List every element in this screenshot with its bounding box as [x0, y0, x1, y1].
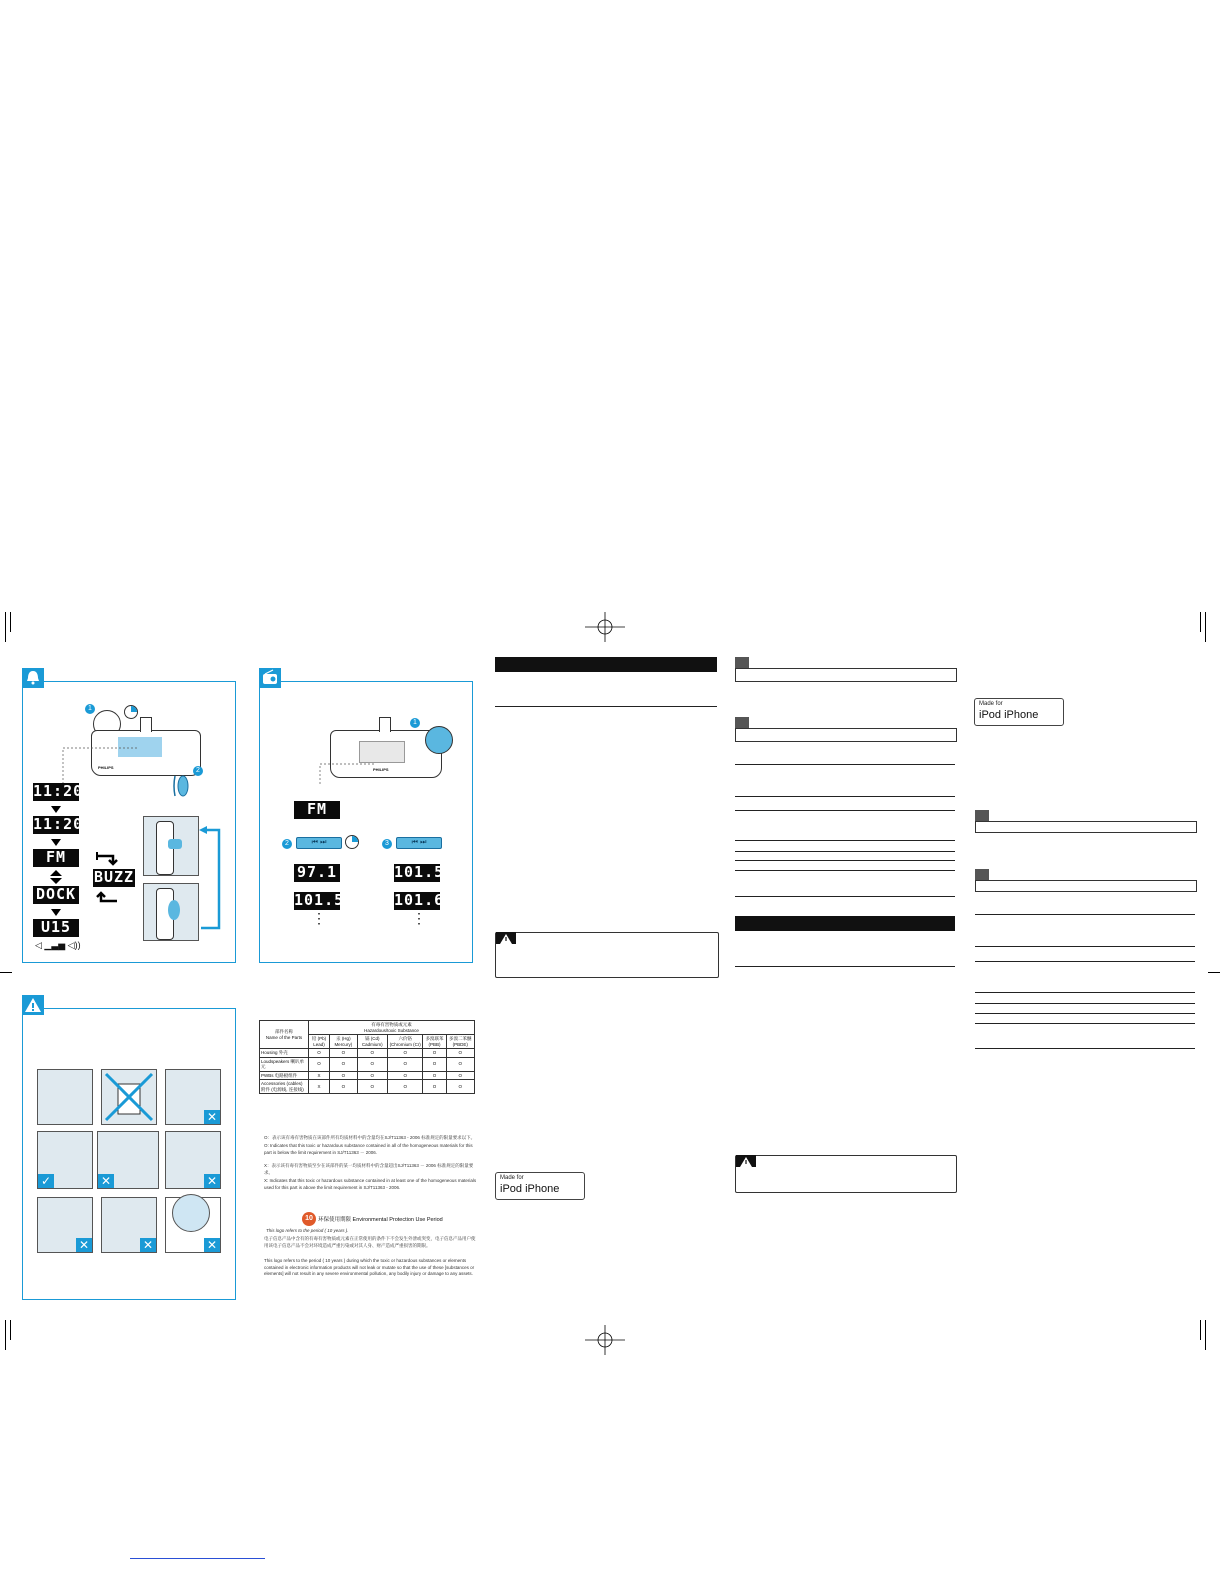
no-moisture-picture	[165, 1131, 221, 1189]
step-number-1: 1	[85, 704, 95, 714]
divider	[975, 1003, 1195, 1004]
ellipsis: ⋮	[312, 910, 326, 926]
epup-sub: This logo refers to the period ( 10 years ).	[266, 1228, 349, 1233]
mfi-small: Made for	[500, 1175, 524, 1181]
lcd-frequency: 101.5	[294, 891, 345, 909]
crop-mark	[5, 1320, 6, 1350]
table-row: Loudspeakers 喇叭单元 O O O O O O	[260, 1057, 475, 1071]
parts-col-en: Name of the Parts	[265, 1034, 303, 1040]
prohibited-icon: ✕	[204, 1174, 220, 1188]
leader-line	[59, 746, 139, 786]
epup-en: This logo refers to the period ( 10 years ) during which the toxic or hazardous substances or elements contained in electronic information products will not leak or mutate so that the use of these [substances or elements] will not result in any severe environmental pollution, any bodily injury or damage to any assets.	[264, 1258, 475, 1276]
epup-badge: 10	[302, 1212, 316, 1226]
divider	[975, 946, 1195, 947]
bell-icon	[22, 668, 44, 688]
note-icon	[735, 657, 749, 668]
step-number-2: 2	[193, 766, 203, 776]
divider	[735, 840, 955, 841]
note-icon	[975, 869, 989, 880]
snooze-button-illustration	[143, 816, 199, 876]
divider	[735, 851, 955, 852]
divider	[735, 966, 955, 967]
registration-mark-bottom	[585, 1325, 625, 1355]
lcd-frequency: 101.5	[394, 863, 445, 881]
crop-mark	[10, 612, 11, 632]
divider	[975, 992, 1195, 993]
button-callout	[425, 726, 453, 754]
rotate-knob-icon	[173, 770, 193, 802]
divider	[735, 796, 955, 797]
registration-mark-top	[585, 612, 625, 642]
prohibited-icon: ✕	[140, 1238, 156, 1252]
warning-box	[735, 1155, 957, 1193]
lcd-volume: U15	[33, 919, 79, 937]
crop-mark	[1200, 1320, 1201, 1340]
divider	[735, 810, 955, 811]
mfi-small: Made for	[979, 701, 1003, 707]
column-header: 汞 (Hg) Mercury)	[330, 1035, 357, 1049]
hazardous-substance-table	[259, 1020, 475, 1094]
crop-mark	[0, 972, 12, 973]
lcd-frequency: 97.1	[294, 864, 340, 882]
no-sunlight-picture	[165, 1197, 221, 1253]
column-header: 六价铬 (Chromium (Cr)	[388, 1035, 423, 1049]
crop-mark	[10, 1320, 11, 1340]
divider	[975, 1013, 1195, 1014]
note-x-en: X: Indicates that this toxic or hazardous substance contained in at least one of the homogeneous materials used for this part is above the limit requirement in SJ/T11363 - 2006.	[264, 1178, 477, 1190]
crop-mark	[1208, 972, 1220, 973]
column-header: 多溴二苯醚 (PBDE)	[446, 1035, 474, 1049]
loop-arrow	[199, 826, 223, 932]
divider	[975, 1023, 1195, 1024]
swap-arrow-icon	[95, 852, 119, 868]
arrow-down-icon	[51, 806, 61, 813]
arrow-down-icon	[51, 909, 61, 916]
leader-line	[316, 760, 376, 790]
dock-connector	[379, 717, 391, 732]
swap-arrow-icon	[95, 889, 119, 905]
divider	[975, 1048, 1195, 1049]
column-header: 镉 (Cd) Cadmium)	[357, 1035, 387, 1049]
lcd-fm: FM	[294, 801, 340, 819]
prohibited-icon: ✕	[98, 1174, 114, 1188]
lcd-buzz: BUZZ	[93, 868, 135, 886]
radio-icon	[259, 668, 281, 688]
column-header: 铅 (Pb) Lead)	[309, 1035, 330, 1049]
trim-line	[130, 1558, 265, 1559]
section-header-bar	[735, 916, 955, 931]
no-disposal-picture	[101, 1069, 157, 1125]
note-icon	[735, 717, 749, 728]
lcd-time: 11:20	[33, 782, 84, 800]
timer-icon	[123, 704, 139, 720]
note-x-cn: X：表示该有毒有害物质至少在该部件的某一均质材料中的含量超出SJ/T11363 － 2006 标准规定的限量要求。	[264, 1163, 474, 1175]
divider	[735, 764, 955, 765]
divider	[735, 896, 955, 897]
knob-turn-illustration	[143, 883, 199, 941]
note-icon	[975, 810, 989, 821]
step-number-3: 3	[382, 839, 392, 849]
crop-mark	[1205, 1320, 1206, 1350]
safety-panel	[22, 1008, 236, 1300]
check-icon: ✓	[38, 1174, 54, 1188]
mfi-large: iPod iPhone	[979, 709, 1039, 721]
prohibited-icon: ✕	[76, 1238, 92, 1252]
warning-tab	[496, 932, 516, 944]
mfi-large: iPod iPhone	[500, 1183, 560, 1195]
lcd-fm: FM	[33, 849, 79, 867]
lcd-time-blink: 11:20	[33, 815, 84, 833]
ellipsis: ⋮	[412, 910, 426, 926]
brand-logo: PHILIPS	[373, 767, 389, 772]
volume-scale-icon: ◁ ▁▃▅ ◁))	[35, 940, 81, 950]
note-o-cn: O：表示该有毒有害物质在该部件所有均质材料中的含量均在SJ/T11363 - 2006 标准规定的限量要求以下。	[264, 1135, 476, 1140]
made-for-ipod-iphone-badge	[495, 1172, 585, 1200]
warning-icon	[22, 995, 44, 1015]
note-box	[975, 880, 1197, 892]
lcd-dock: DOCK	[33, 886, 79, 904]
no-heat-picture	[165, 1069, 221, 1125]
warning-box	[495, 932, 719, 978]
table-row: Housing 外壳 O O O O O O	[260, 1049, 475, 1058]
read-manual-picture	[37, 1069, 93, 1125]
tune-buttons[interactable]: ⏮ ⏭	[296, 837, 342, 849]
clean-with-cloth-picture	[37, 1131, 93, 1189]
table-row: Accessories (cables) 附件 (电源线, 连接线) X O O O O O	[260, 1080, 475, 1094]
parts-col-cn: 部件名称	[275, 1029, 293, 1034]
crop-mark	[1205, 612, 1206, 642]
crop-mark	[5, 612, 6, 642]
divider	[975, 914, 1195, 915]
section-header-bar	[495, 657, 717, 672]
tune-buttons[interactable]: ⏮ ⏭	[396, 837, 442, 849]
no-spray-picture	[97, 1131, 159, 1189]
divider	[735, 870, 955, 871]
divider	[495, 706, 717, 707]
brand-logo: PHILIPS	[98, 765, 114, 770]
note-o-en: O: Indicates that this toxic or hazardous substance contained in all of the homogeneous materials for this part is below the limit requirement in SJ/T11363 － 2006.	[264, 1143, 473, 1155]
step-number-1: 1	[410, 718, 420, 728]
dock-connector	[140, 717, 152, 732]
divider	[975, 961, 1195, 962]
prohibited-icon: ✕	[204, 1110, 220, 1124]
epup-cn: 电子信息产品中含有的有毒有害物质或元素在正常使用的条件下不会发生外泄或突变，电子信息产品用户使用该电子信息产品不会对环境造成严重污染或对其人身、财产造成严重损害的期限。	[264, 1236, 476, 1248]
epup-title: 环保使用期限 Environmental Protection Use Period	[318, 1217, 443, 1223]
table-header-cn: 有毒有害物质或元素	[371, 1022, 412, 1027]
note-box	[975, 821, 1197, 833]
arrow-down-icon	[51, 839, 61, 846]
note-box	[735, 728, 957, 742]
lcd-frequency: 101.6	[394, 891, 445, 909]
radio-panel	[259, 681, 473, 963]
warning-tab	[736, 1155, 756, 1167]
note-box	[735, 668, 957, 682]
prohibited-icon: ✕	[204, 1238, 220, 1252]
timer-icon	[344, 834, 360, 850]
column-header: 多溴联苯 (PBB)	[423, 1035, 446, 1049]
no-open-flame-picture	[101, 1197, 157, 1253]
alarm-panel	[22, 681, 236, 963]
step-number-2: 2	[282, 839, 292, 849]
crop-mark	[1200, 612, 1201, 632]
table-row: PWBs 电路板组件 X O O O O O	[260, 1071, 475, 1080]
arrow-updown-icon	[50, 870, 62, 884]
table-header-en: Hazardous/toxic Substance	[364, 1027, 419, 1033]
no-rain-picture	[37, 1197, 93, 1253]
made-for-ipod-iphone-badge	[974, 698, 1064, 726]
divider	[735, 860, 955, 861]
